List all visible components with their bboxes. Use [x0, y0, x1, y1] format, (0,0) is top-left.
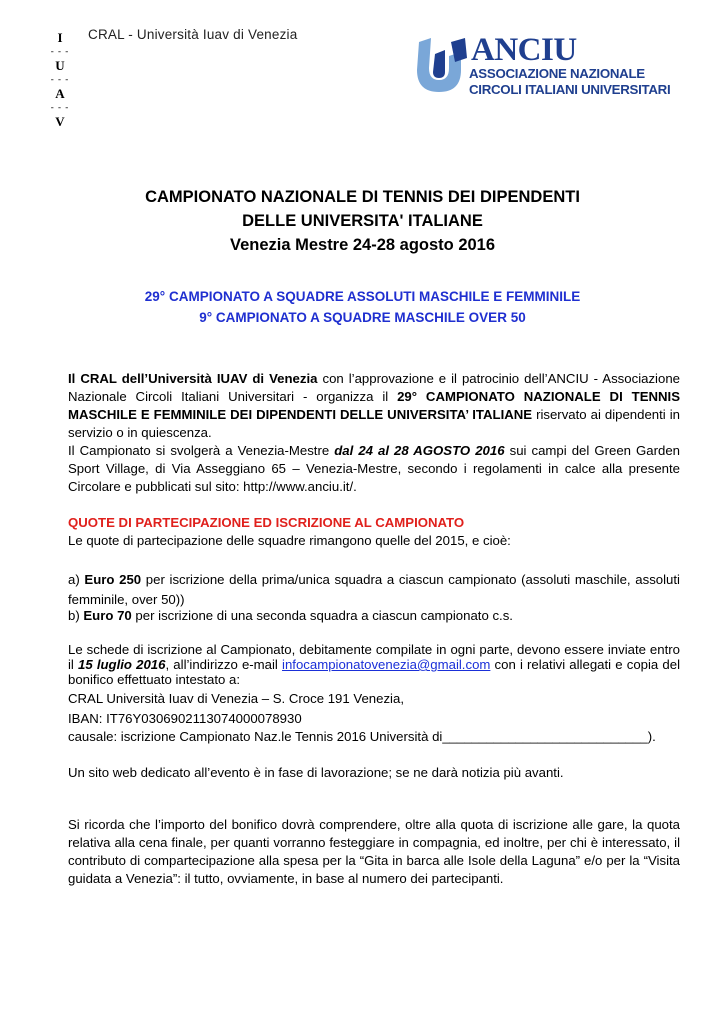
intro-bold-championship: 29° CAMPIONATO NAZIONALE DI TENNIS MASCHILE E FEMMINILE DEI DIPENDENTI DELLE UNIVERSITA’ ITALIANE	[68, 389, 680, 422]
title-line-1: CAMPIONATO NAZIONALE DI TENNIS DEI DIPENDENTI	[145, 188, 580, 206]
intro-bold-cral: Il CRAL dell’Università IUAV di Venezia	[68, 371, 318, 386]
intro-text-2: riservato ai dipendenti in servizio o in quiescenza.	[68, 407, 680, 440]
quote-b-text: per iscrizione di una seconda squadra a ciascun campionato c.s.	[131, 608, 513, 623]
intro-dates: dal 24 al 28 AGOSTO 2016	[334, 443, 505, 458]
schede-text-1: Le schede di iscrizione al Campionato, debitamente compilate in ogni parte, devono essere inviate entro il	[68, 642, 680, 672]
iuav-letter-v: V	[55, 114, 65, 129]
quote-a-text: per iscrizione della prima/unica squadra a ciascun campionato (assoluti maschile, assoluti femminile, over 50))	[68, 572, 680, 607]
schede-text-2: , all’indirizzo e-mail	[165, 657, 283, 672]
iuav-letter-u: U	[55, 58, 65, 73]
quote-b-amount: Euro 70	[83, 608, 132, 623]
title-line-2: DELLE UNIVERSITA' ITALIANE	[242, 212, 483, 230]
website-notice: Un sito web dedicato all’evento è in fase di lavorazione; se ne darà notizia più avanti.	[68, 765, 564, 780]
anciu-logo	[415, 32, 671, 100]
iban: IBAN: IT76Y0306902113074000078930	[68, 711, 302, 726]
intro-paragraph	[68, 370, 680, 496]
intro-text-3: Il Campionato si svolgerà a Venezia-Mestre	[68, 443, 335, 458]
iuav-separator: - - -	[50, 74, 70, 84]
logo-line-2: CIRCOLI ITALIANI UNIVERSITARI	[469, 82, 671, 97]
schede-text-3: con i relativi allegati e copia del bonifico effettuato intestato a:	[68, 657, 680, 687]
schede-paragraph	[68, 642, 680, 687]
email-link[interactable]: infocampionatovenezia@gmail.com	[282, 657, 491, 672]
logo-name: ANCIU	[471, 32, 577, 68]
iuav-separator: - - -	[50, 46, 70, 56]
iuav-letter-a: A	[55, 86, 65, 101]
subtitle-line-1: 29° CAMPIONATO A SQUADRE ASSOLUTI MASCHILE E FEMMINILE	[144, 289, 581, 304]
title-line-3: Venezia Mestre 24-28 agosto 2016	[229, 236, 496, 254]
cral-header: CRAL - Università Iuav di Venezia	[88, 27, 298, 42]
closing-paragraph: Si ricorda che l’importo del bonifico dovrà comprendere, oltre alla quota di iscrizione alle gare, la quota relativa alla cena finale, per quanti vorranno festeggiare in compagnia, ed inoltre, per chi è interessato, il contributo di compartecipazione alla spesa per la “Gita in barca alle Isole della Laguna” e/o per la “Visita guidata a Venezia”: il tutto, ovviamente, in base al numero dei partecipanti.	[68, 817, 680, 886]
iuav-separator: - - -	[50, 102, 70, 112]
anciu-logo-icon	[415, 34, 471, 98]
iuav-vertical-label	[50, 28, 70, 131]
schede-deadline: 15 luglio 2016	[78, 657, 166, 672]
quote-option-b	[68, 607, 513, 625]
iuav-letter-i: I	[57, 30, 63, 45]
quote-a-amount: Euro 250	[84, 572, 142, 587]
quote-b-prefix: b)	[68, 608, 84, 623]
quote-option-a	[68, 570, 680, 610]
quote-a-prefix: a)	[68, 572, 85, 587]
payee-address: CRAL Università Iuav di Venezia – S. Croce 191 Venezia,	[68, 691, 404, 706]
payment-causale: causale: iscrizione Campionato Naz.le Tennis 2016 Università di____________________________).	[68, 729, 656, 744]
intro-text-4: sui campi del Green Garden Sport Village, di Via Asseggiano 65 – Venezia-Mestre, secondo i regolamenti in calce alla presente Circolare e pubblicati sul sito: http://www.anciu.it/.	[68, 443, 681, 494]
logo-line-1: ASSOCIAZIONE NAZIONALE	[469, 66, 645, 81]
quote-heading: QUOTE DI PARTECIPAZIONE ED ISCRIZIONE AL CAMPIONATO	[68, 515, 465, 530]
subtitle-line-2: 9° CAMPIONATO A SQUADRE MASCHILE OVER 50	[199, 310, 526, 325]
intro-text-1: con l’approvazione e il patrocinio dell’ANCIU - Associazione Nazionale Circoli Italiani Universitari - organizza il	[68, 371, 680, 404]
quote-intro: Le quote di partecipazione delle squadre rimangono quelle del 2015, e cioè:	[68, 533, 511, 548]
